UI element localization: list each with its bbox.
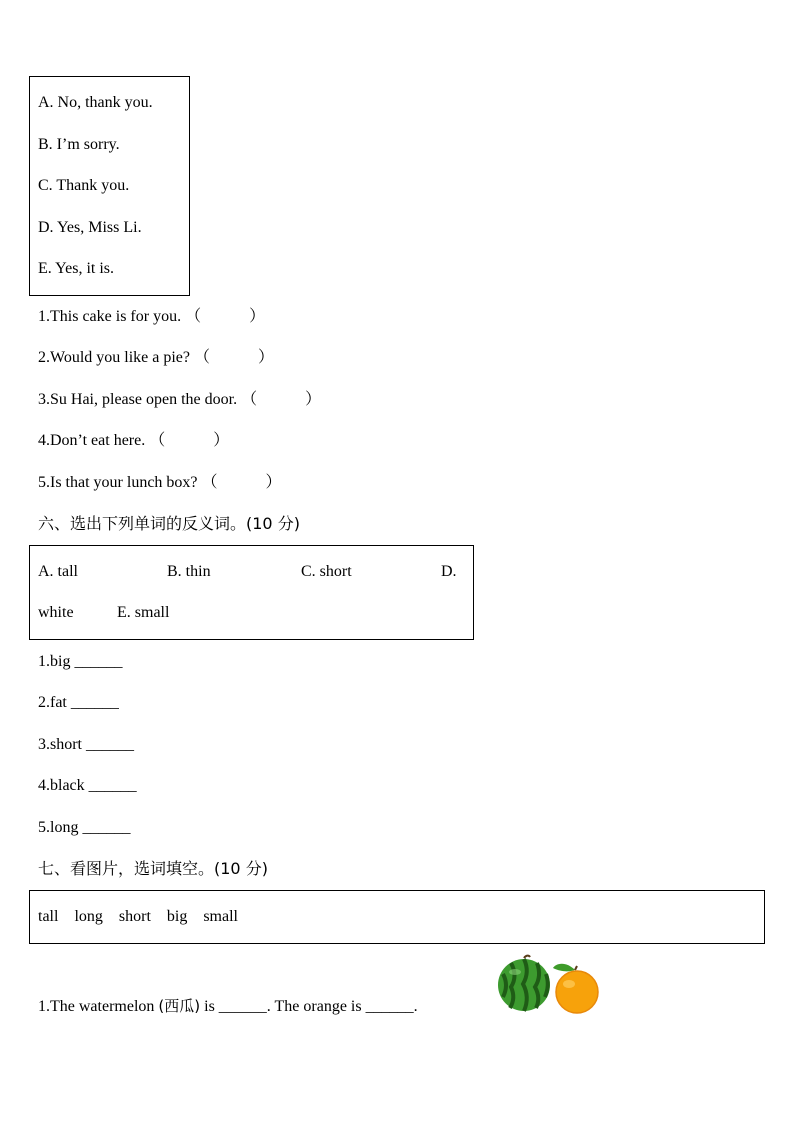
orange-icon bbox=[551, 960, 601, 1014]
question-3: 3.Su Hai, please open the door. （ ） bbox=[38, 391, 322, 408]
antonym-question-1: 1.big ______ bbox=[38, 653, 123, 670]
question-4: 4.Don’t eat here. （ ） bbox=[38, 432, 230, 449]
antonym-option-a: A. tall bbox=[38, 563, 78, 580]
option-b: B. I’m sorry. bbox=[38, 136, 120, 153]
picture-question-1 bbox=[38, 996, 418, 1017]
option-d: D. Yes, Miss Li. bbox=[38, 219, 142, 236]
antonym-question-3: 3.short ______ bbox=[38, 736, 134, 753]
word-bank: tall long short big small bbox=[38, 908, 238, 925]
antonym-option-d: D. bbox=[441, 563, 457, 580]
antonym-option-c: C. short bbox=[301, 563, 352, 580]
question-text-end: is ______. The orange is ______. bbox=[200, 998, 418, 1015]
question-2: 2.Would you like a pie? （ ） bbox=[38, 349, 275, 366]
question-cjk-note: (西瓜) bbox=[158, 997, 201, 1015]
antonym-option-d-word: white bbox=[38, 604, 74, 621]
question-5: 5.Is that your lunch box? （ ） bbox=[38, 474, 282, 491]
section6-heading: 六、选出下列单词的反义词。(10 分) bbox=[38, 514, 300, 533]
word-bank-box bbox=[29, 890, 765, 944]
options-box-1 bbox=[29, 76, 190, 296]
question-text-start: 1.The watermelon bbox=[38, 998, 155, 1015]
question-1: 1.This cake is for you. （ ） bbox=[38, 308, 266, 325]
antonym-option-b: B. thin bbox=[167, 563, 211, 580]
section7-heading: 七、看图片，选词填空。(10 分) bbox=[38, 859, 268, 878]
watermelon-icon bbox=[495, 954, 553, 1012]
option-a: A. No, thank you. bbox=[38, 94, 153, 111]
option-e: E. Yes, it is. bbox=[38, 260, 115, 277]
options-box-2 bbox=[29, 545, 474, 640]
antonym-question-5: 5.long ______ bbox=[38, 819, 131, 836]
option-c: C. Thank you. bbox=[38, 177, 130, 194]
antonym-question-4: 4.black ______ bbox=[38, 777, 137, 794]
antonym-question-2: 2.fat ______ bbox=[38, 694, 119, 711]
antonym-option-e: E. small bbox=[117, 604, 170, 621]
